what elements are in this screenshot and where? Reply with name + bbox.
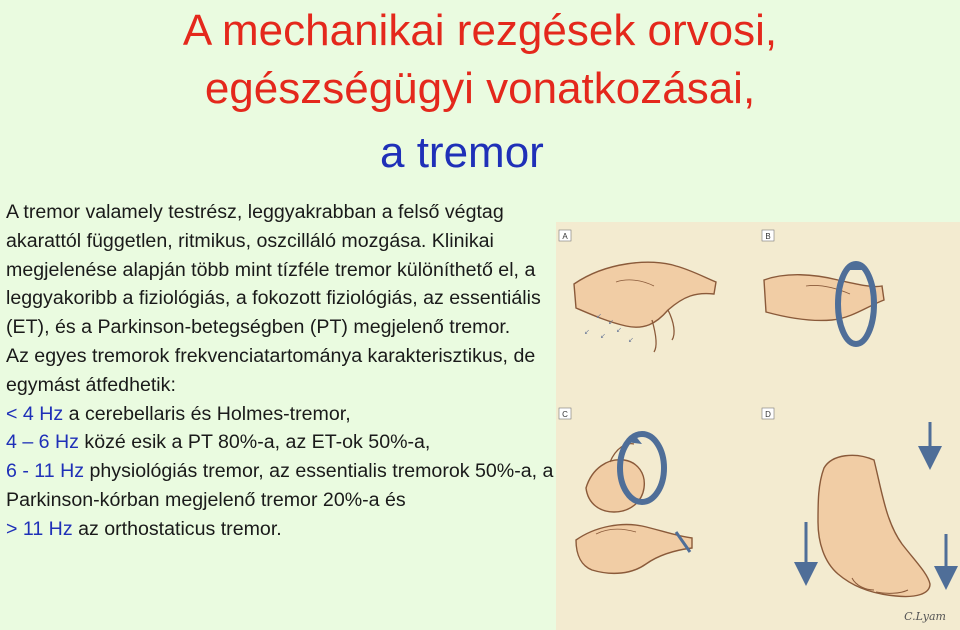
panel-label-a: A [562, 232, 568, 241]
frequency-description: a cerebellaris és Holmes-tremor, [63, 402, 351, 425]
svg-text:↙: ↙ [608, 319, 614, 326]
tremor-illustration [556, 222, 960, 630]
svg-text:↙: ↙ [596, 313, 602, 320]
svg-text:↙: ↙ [584, 329, 590, 336]
panel-label-c: C [562, 410, 568, 419]
frequency-range: < 4 Hz [6, 402, 64, 425]
frequency-range: > 11 Hz [6, 517, 73, 540]
svg-text:↙: ↙ [600, 333, 606, 340]
frequency-range: 4 – 6 Hz [6, 431, 79, 454]
frequency-description: az orthostaticus tremor. [72, 517, 282, 540]
title-line-1: A mechanikai rezgések orvosi, [182, 6, 778, 55]
frequency-item [6, 515, 554, 544]
frequency-item [6, 457, 554, 515]
title-line-3: a tremor [380, 128, 544, 177]
intro-paragraph: A tremor valamely testrész, leggyakrabban a felső végtag akarattól független, ritmikus, oszcilláló mozgása. Klinikai megjelenése alapján több mint tízféle tremor különíthető el, a leggyakoribb a fiziológiás, a fokozott fiziológiás, az essentiális (ET), és a Parkinson-betegségben (PT) megjelenő tremor. [6, 201, 541, 339]
svg-text:↙: ↙ [616, 327, 622, 334]
frequency-intro: Az egyes tremorok frekvenciatartománya karakterisztikus, de egymást átfedhetik: [6, 344, 536, 396]
frequency-description: közé esik a PT 80%-a, az ET-ok 50%-a, [78, 431, 431, 454]
frequency-range: 6 - 11 Hz [6, 460, 85, 483]
frequency-item [6, 400, 554, 429]
artist-signature: C.Lyam [904, 610, 946, 623]
svg-text:↙: ↙ [628, 337, 634, 344]
frequency-item [6, 428, 554, 457]
body-text [6, 198, 554, 544]
frequency-description: physiológiás tremor, az essentialis tremorok 50%-a, a Parkinson-kórban megjelenő tremor 20%-a és [6, 460, 554, 511]
panel-label-d: D [765, 410, 771, 419]
illustration-svg [556, 222, 960, 630]
panel-label-b: B [765, 232, 771, 241]
title-line-2: egészségügyi vonatkozásai, [204, 64, 756, 113]
